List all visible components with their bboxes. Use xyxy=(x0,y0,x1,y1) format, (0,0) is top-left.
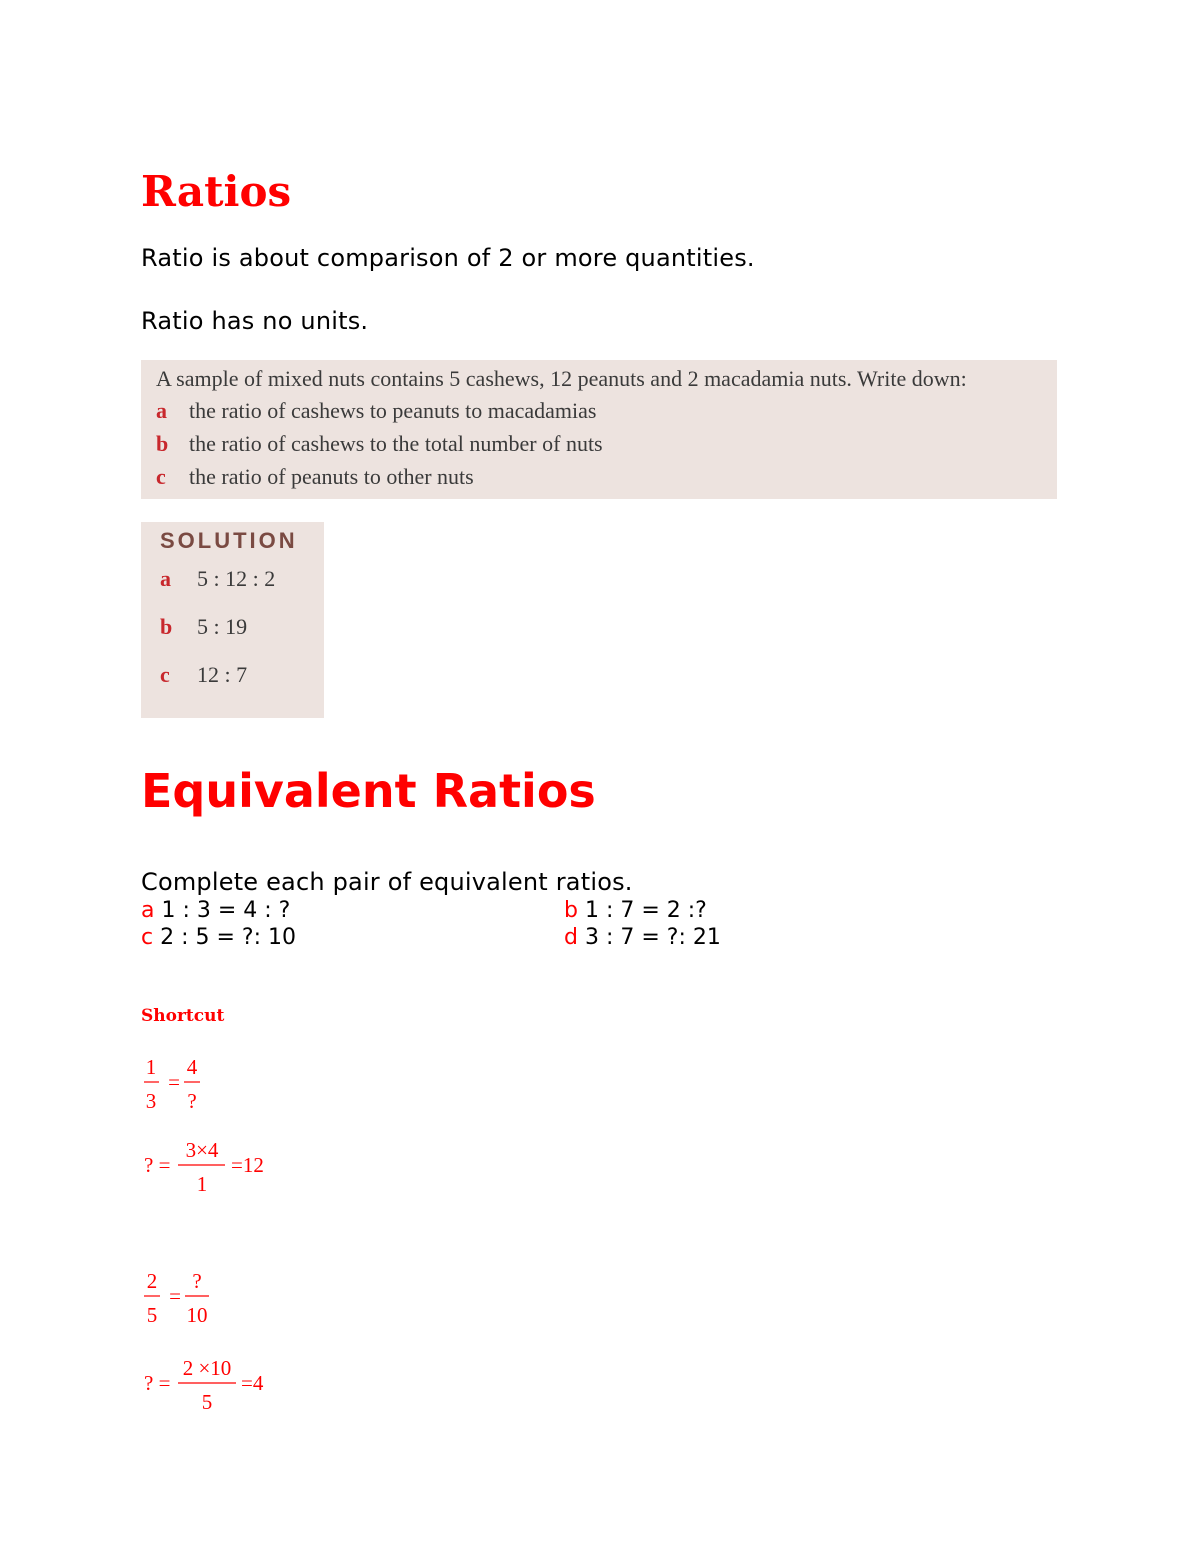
solution-item-text: 5 : 19 xyxy=(197,614,248,639)
exercise-row xyxy=(141,924,721,951)
eq4-lhs: ? = xyxy=(144,1371,171,1395)
problem-item-a xyxy=(156,397,596,425)
eq4-numerator: 2 ×10 xyxy=(182,1356,232,1380)
exercise-letter: d xyxy=(564,925,578,950)
eq1-numerator-left: 1 xyxy=(145,1055,157,1079)
exercise-row xyxy=(141,897,707,924)
eq4-rhs: =4 xyxy=(241,1371,264,1395)
exercise-text: 3 : 7 = ?: 21 xyxy=(577,925,721,950)
problem-item-c xyxy=(156,463,474,491)
exercise-text: 1 : 7 = 2 :? xyxy=(577,898,707,923)
exercise-text: 1 : 3 = 4 : ? xyxy=(154,898,291,923)
solution-item-a xyxy=(160,565,275,593)
equation-3 xyxy=(141,1266,221,1328)
eq1-denominator-right: ? xyxy=(187,1089,197,1113)
equation-1 xyxy=(141,1052,211,1114)
eq3-numerator-left: 2 xyxy=(146,1269,158,1293)
solution-item-b xyxy=(160,613,247,641)
exercise-letter: c xyxy=(141,925,154,950)
eq2-denominator: 1 xyxy=(196,1172,208,1196)
exercise-a xyxy=(141,898,290,923)
solution-item-c xyxy=(160,661,247,689)
problem-intro: A sample of mixed nuts contains 5 cashews, 12 peanuts and 2 macadamia nuts. Write down: xyxy=(156,366,967,391)
problem-item-text: the ratio of peanuts to other nuts xyxy=(189,464,474,489)
eq1-equals: = xyxy=(168,1070,180,1094)
problem-item-letter: c xyxy=(156,464,166,489)
solution-item-text: 12 : 7 xyxy=(197,662,248,687)
exercise-letter: b xyxy=(564,898,578,923)
ratios-heading: Ratios xyxy=(141,167,292,216)
eq3-equals: = xyxy=(169,1284,181,1308)
solution-title: SOLUTION xyxy=(160,528,298,553)
solution-item-text: 5 : 12 : 2 xyxy=(197,566,276,591)
exercise-b xyxy=(564,897,707,924)
eq4-denominator: 5 xyxy=(201,1390,213,1414)
equivalent-ratios-heading: Equivalent Ratios xyxy=(141,764,596,818)
eq2-lhs: ? = xyxy=(144,1153,171,1177)
exercise-c xyxy=(141,925,296,950)
problem-item-letter: a xyxy=(156,398,167,423)
ratio-units-text: Ratio has no units. xyxy=(141,307,369,335)
problem-item-text: the ratio of cashews to peanuts to macadamias xyxy=(189,398,597,423)
exercise-text: 2 : 5 = ?: 10 xyxy=(153,925,296,950)
solution-item-letter: a xyxy=(160,566,171,591)
eq2-numerator: 3×4 xyxy=(185,1138,219,1162)
solution-item-letter: b xyxy=(160,614,173,639)
solution-box xyxy=(141,522,324,718)
eq3-numerator-right: ? xyxy=(192,1269,202,1293)
shortcut-label: Shortcut xyxy=(141,1006,225,1026)
eq1-numerator-right: 4 xyxy=(186,1055,198,1079)
exercise-letter: a xyxy=(141,898,155,923)
ratio-definition-text: Ratio is about comparison of 2 or more quantities. xyxy=(141,244,755,272)
eq3-denominator-left: 5 xyxy=(146,1303,158,1327)
eq1-denominator-left: 3 xyxy=(145,1089,157,1113)
solution-item-letter: c xyxy=(160,662,170,687)
equation-4 xyxy=(141,1354,291,1416)
problem-item-letter: b xyxy=(156,431,169,456)
equivalent-instruction: Complete each pair of equivalent ratios. xyxy=(141,868,633,896)
eq3-denominator-right: 10 xyxy=(186,1303,208,1327)
problem-item-b xyxy=(156,430,603,458)
eq2-rhs: =12 xyxy=(231,1153,264,1177)
exercise-d xyxy=(564,924,721,951)
equation-2 xyxy=(141,1136,281,1198)
problem-item-text: the ratio of cashews to the total number of nuts xyxy=(189,431,603,456)
problem-box xyxy=(141,360,1057,499)
